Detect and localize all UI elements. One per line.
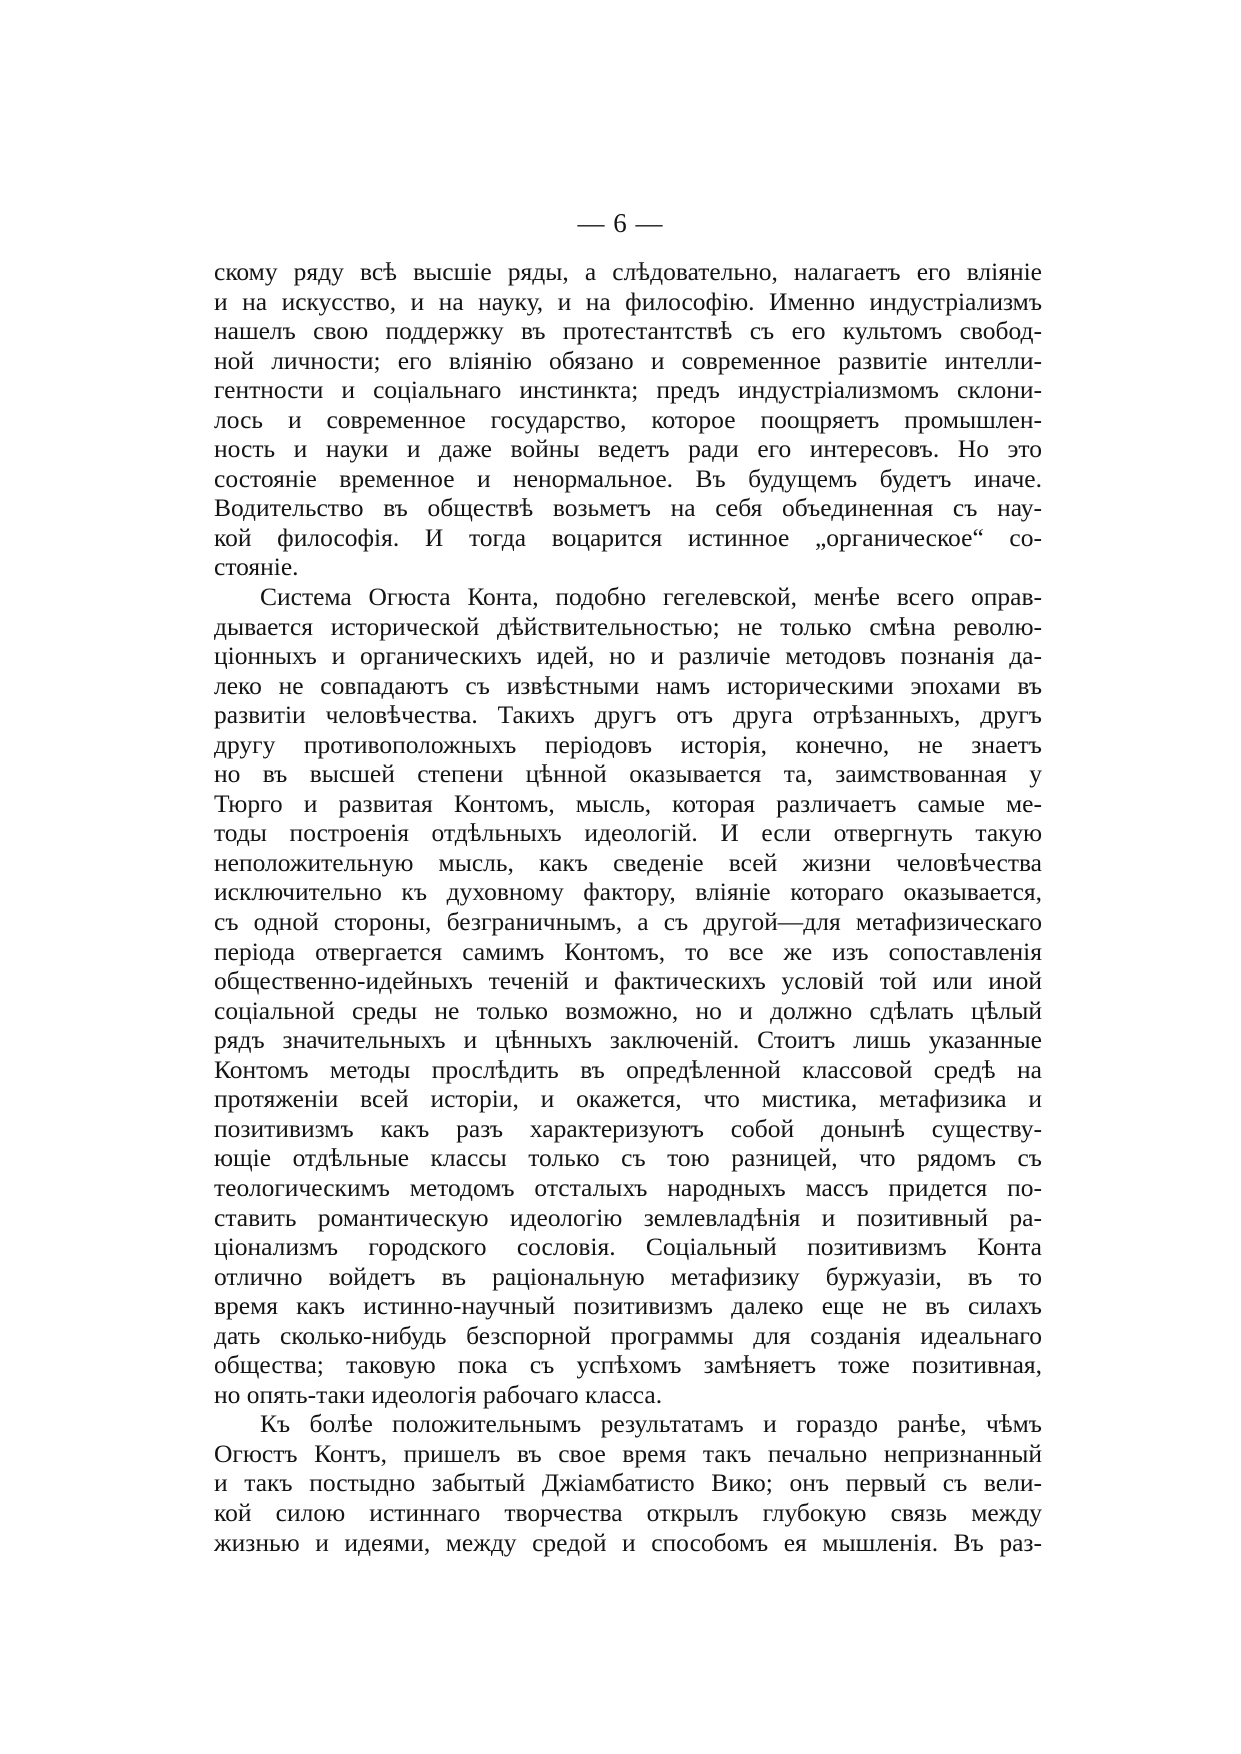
text-line: развитіи человѣчества. Такихъ другъ отъ друга отрѣзанныхъ, другъ [214,700,1042,730]
text-line: общественно-идейныхъ теченій и фактическихъ условій той или иной [214,966,1042,996]
text-line: соціальной среды не только возможно, но и должно сдѣлать цѣлый [214,995,1042,1025]
text-line: и на искусство, и на науку, и на философію. Именно индустріализмъ [214,286,1042,316]
text-line: неположительную мысль, какъ сведеніе всей жизни человѣчества [214,847,1042,877]
text-line: скому ряду всѣ высшіе ряды, а слѣдовательно, налагаетъ его вліяніе [214,257,1042,286]
text-line: отлично войдетъ въ раціональную метафизику буржуазіи, въ то [214,1261,1042,1291]
text-line: Водительство въ обществѣ возьметъ на себя объединенная съ нау- [214,493,1042,523]
text-line: ціонализмъ городского сословія. Соціальный позитивизмъ Конта [214,1232,1042,1262]
text-line: позитивизмъ какъ разъ характеризуютъ собой донынѣ существу- [214,1113,1042,1143]
text-line: стояніе. [214,552,299,582]
text-line: Огюстъ Контъ, пришелъ въ свое время такъ печально непризнанный [214,1438,1042,1468]
text-line: ющіе отдѣльные классы только съ тою разницей, что рядомъ съ [214,1143,1042,1173]
text-line: Система Огюста Конта, подобно гегелевской, менѣе всего оправ- [260,582,1042,612]
text-line: ной личности; его вліянію обязано и современное развитіе интелли- [214,345,1042,375]
text-line: но въ высшей степени цѣнной оказывается та, заимствованная у [214,759,1042,789]
text-line: время какъ истинно-научный позитивизмъ далеко еще не въ силахъ [214,1291,1042,1321]
text-line: жизнью и идеями, между средой и способомъ ея мышленія. Въ раз- [214,1527,1042,1557]
text-line: теологическимъ методомъ отсталыхъ народныхъ массъ придется по- [214,1172,1042,1202]
text-line: но опять-таки идеологія рабочаго класса. [214,1379,663,1409]
page-number: — 6 — [577,208,664,238]
text-line: дать сколько-нибудь безспорной программы для созданія идеальнаго [214,1320,1042,1350]
text-line: состояніе временное и ненормальное. Въ будущемъ будетъ иначе. [214,463,1042,493]
text-line: леко не совпадаютъ съ извѣстными намъ историческими эпохами въ [214,670,1042,700]
text-line: исключительно къ духовному фактору, вліяніе котораго оказывается, [214,877,1042,907]
text-line: другу противоположныхъ періодовъ исторія, конечно, не знаетъ [214,729,1042,759]
text-line: Къ болѣе положительнымъ результатамъ и гораздо ранѣе, чѣмъ [260,1409,1042,1439]
text-line: ность и науки и даже войны ведетъ ради его интересовъ. Но это [214,434,1042,464]
text-line: и такъ постыдно забытый Джіамбатисто Вико; онъ первый съ вели- [214,1468,1042,1498]
text-line: періода отвергается самимъ Контомъ, то все же изъ сопоставленія [214,936,1042,966]
text-line: кой силою истиннаго творчества открылъ глубокую связь между [214,1497,1042,1527]
body-text [214,257,1042,1557]
text-line: ставить романтическую идеологію землевладѣнія и позитивный ра- [214,1202,1042,1232]
text-line: Контомъ методы прослѣдить въ опредѣленной классовой средѣ на [214,1054,1042,1084]
text-line: дывается исторической дѣйствительностью; не только смѣна револю- [214,611,1042,641]
text-line: рядъ значительныхъ и цѣнныхъ заключеній. Стоитъ лишь указанные [214,1025,1042,1055]
text-line: съ одной стороны, безграничнымъ, а съ другой—для метафизическаго [214,907,1042,937]
text-line: общества; таковую пока съ успѣхомъ замѣняетъ тоже позитивная, [214,1350,1042,1380]
text-line: Тюрго и развитая Контомъ, мысль, которая различаетъ самые ме- [214,788,1042,818]
text-line: тоды построенія отдѣльныхъ идеологій. И если отвергнуть такую [214,818,1042,848]
text-line: протяженіи всей исторіи, и окажется, что мистика, метафизика и [214,1084,1042,1114]
text-line: нашелъ свою поддержку въ протестантствѣ съ его культомъ свобод- [214,316,1042,346]
text-line: ціонныхъ и органическихъ идей, но и различіе методовъ познанія да- [214,641,1042,671]
text-line: лось и современное государство, которое поощряетъ промышлен- [214,404,1042,434]
text-line: кой философія. И тогда воцарится истинное „органическое“ со- [214,522,1042,552]
text-line: гентности и соціальнаго инстинкта; предъ индустріализмомъ склони- [214,375,1042,405]
